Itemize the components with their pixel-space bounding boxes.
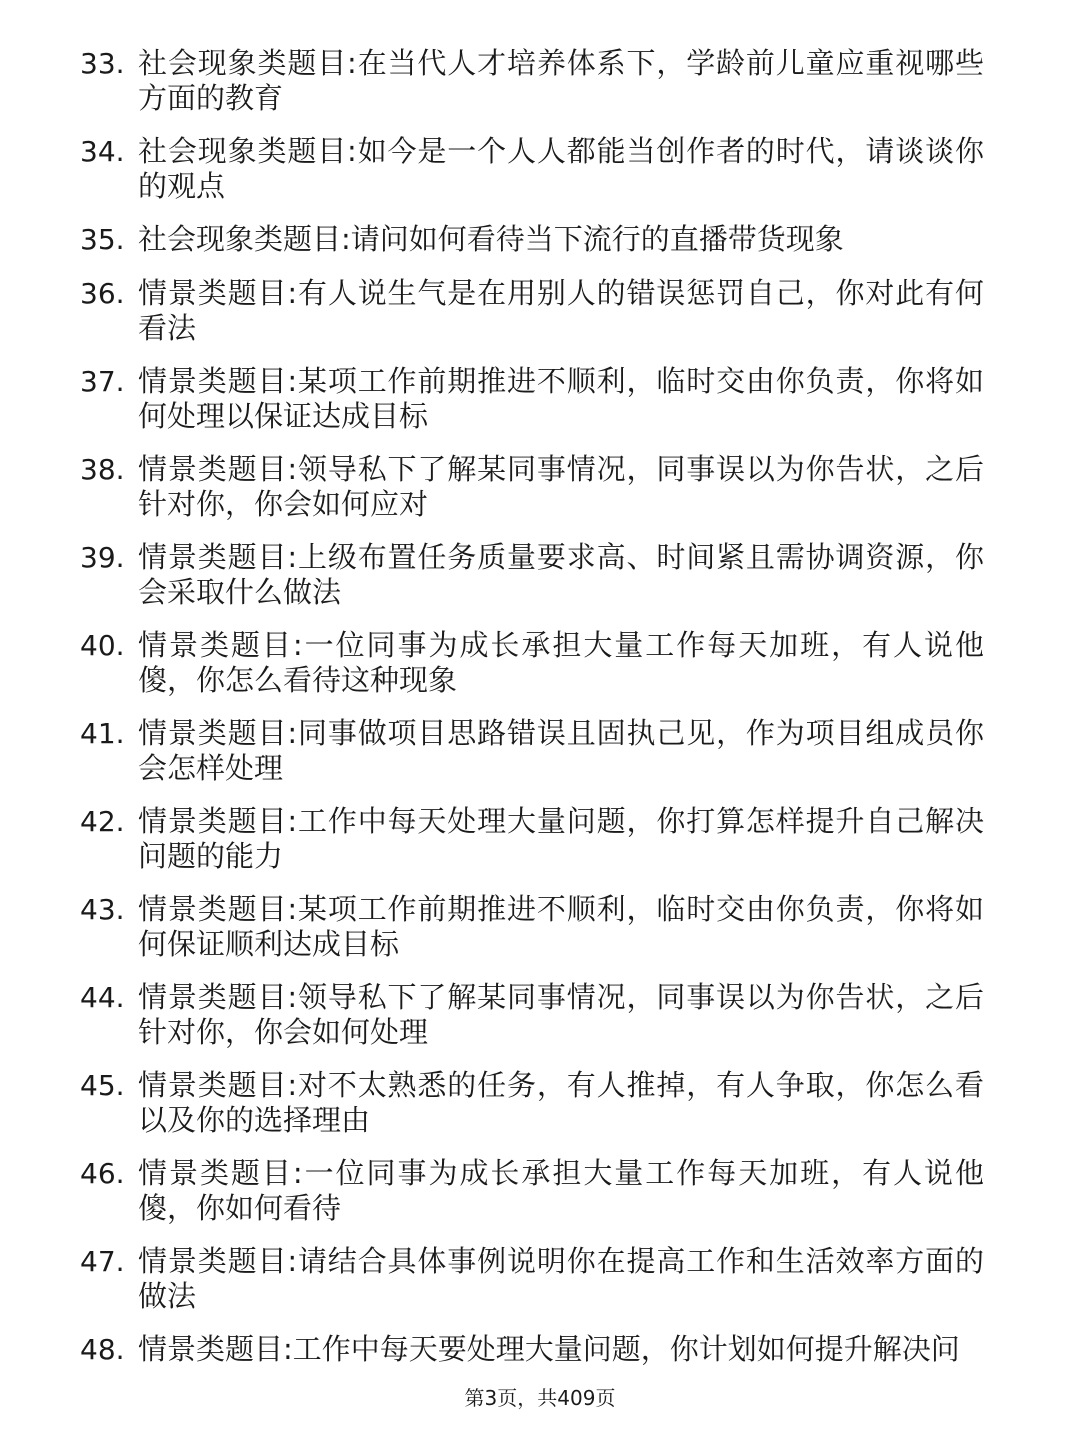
question-number: 41. xyxy=(80,717,125,750)
question-text: 社会现象类题目:在当代人才培养体系下，学龄前儿童应重视哪些方面的教育 xyxy=(138,46,984,115)
question-number: 45. xyxy=(80,1069,125,1102)
question-number: 35. xyxy=(80,223,125,256)
question-text: 情景类题目:同事做项目思路错误且固执己见，作为项目组成员你会怎样处理 xyxy=(138,716,984,785)
question-number: 34. xyxy=(80,135,125,168)
question-number: 37. xyxy=(80,365,125,398)
question-text: 情景类题目:一位同事为成长承担大量工作每天加班，有人说他傻，你如何看待 xyxy=(138,1156,984,1225)
question-number: 44. xyxy=(80,981,125,1014)
question-text: 情景类题目:领导私下了解某同事情况，同事误以为你告状，之后针对你，你会如何应对 xyxy=(138,452,984,521)
question-number: 48. xyxy=(80,1333,125,1366)
question-number: 38. xyxy=(80,453,125,486)
question-number: 47. xyxy=(80,1245,125,1278)
question-text: 情景类题目:有人说生气是在用别人的错误惩罚自己，你对此有何看法 xyxy=(138,276,984,345)
question-text: 情景类题目:一位同事为成长承担大量工作每天加班，有人说他傻，你怎么看待这种现象 xyxy=(138,628,984,697)
question-number: 33. xyxy=(80,47,125,80)
question-text: 情景类题目:请结合具体事例说明你在提高工作和生活效率方面的做法 xyxy=(138,1244,984,1313)
question-number: 42. xyxy=(80,805,125,838)
question-number: 43. xyxy=(80,893,125,926)
question-number: 39. xyxy=(80,541,125,574)
question-number: 36. xyxy=(80,277,125,310)
page-footer: 第3页，共409页 xyxy=(464,1386,616,1410)
question-text: 社会现象类题目:如今是一个人人都能当创作者的时代，请谈谈你的观点 xyxy=(138,134,984,203)
question-number: 40. xyxy=(80,629,125,662)
question-text: 情景类题目:某项工作前期推进不顺利，临时交由你负责，你将如何保证顺利达成目标 xyxy=(138,892,984,961)
question-text: 情景类题目:某项工作前期推进不顺利，临时交由你负责，你将如何处理以保证达成目标 xyxy=(138,364,984,433)
question-text: 情景类题目:上级布置任务质量要求高、时间紧且需协调资源，你会采取什么做法 xyxy=(138,540,984,609)
question-text: 情景类题目:工作中每天要处理大量问题，你计划如何提升解决问 xyxy=(138,1332,960,1366)
question-text: 社会现象类题目:请问如何看待当下流行的直播带货现象 xyxy=(138,222,844,256)
question-text: 情景类题目:领导私下了解某同事情况，同事误以为你告状，之后针对你，你会如何处理 xyxy=(138,980,984,1049)
question-number: 46. xyxy=(80,1157,125,1190)
question-text: 情景类题目:对不太熟悉的任务，有人推掉，有人争取，你怎么看以及你的选择理由 xyxy=(138,1068,984,1137)
question-text: 情景类题目:工作中每天处理大量问题，你打算怎样提升自己解决问题的能力 xyxy=(138,804,984,873)
